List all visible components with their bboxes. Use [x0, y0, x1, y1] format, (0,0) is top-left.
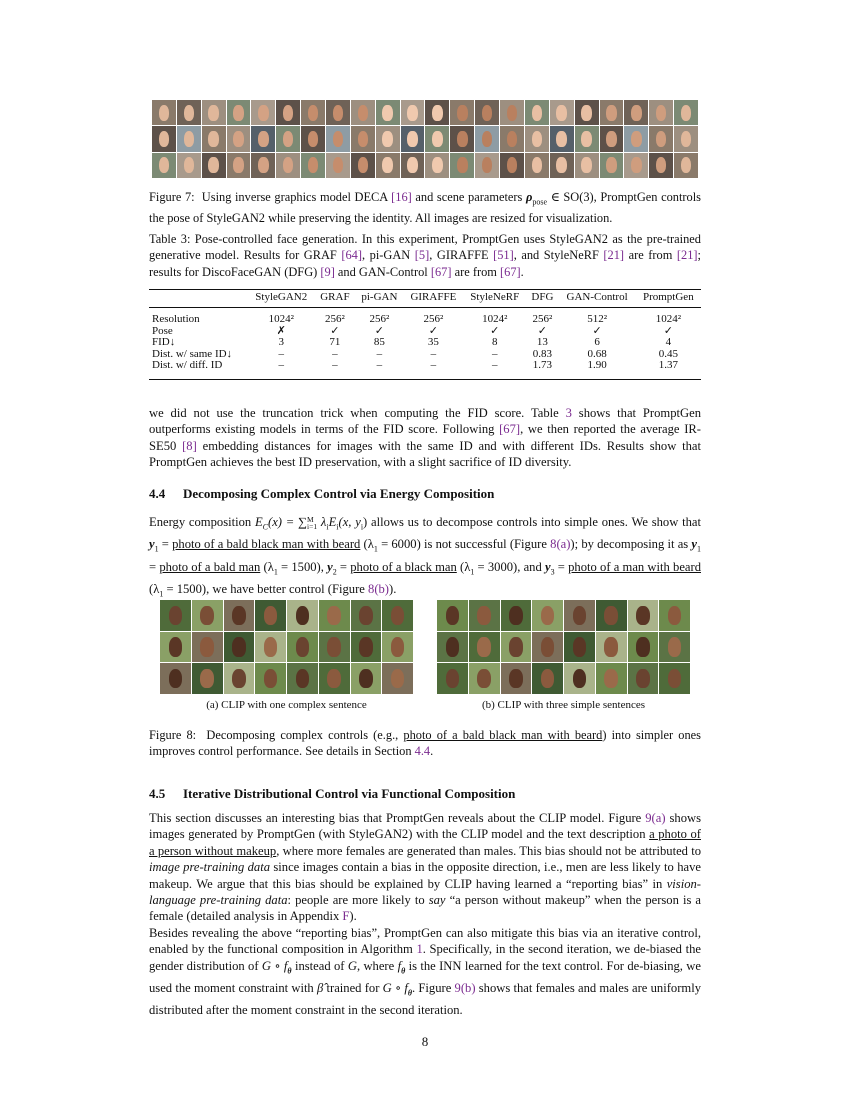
table-cell: – — [492, 347, 498, 360]
face-image — [596, 600, 627, 631]
table-cell: 0.68 — [587, 347, 607, 360]
figure-8-caption: Figure 8: Decomposing complex controls (e.g., photo of a bald black man with beard) into simpler ones improves control performance. See details in Section 4.4. — [149, 728, 701, 758]
face-image — [475, 100, 499, 125]
figure-8b-image-grid — [437, 600, 690, 694]
face-image — [550, 100, 574, 125]
column-header: DFG — [526, 290, 558, 308]
appendix-ref-link[interactable]: F — [342, 909, 350, 924]
table-cell: 4 — [665, 336, 672, 349]
face-image — [351, 100, 375, 125]
column-header — [149, 290, 248, 308]
face-image — [469, 632, 500, 663]
face-image — [500, 100, 524, 125]
face-image — [326, 100, 350, 125]
face-image — [301, 126, 325, 151]
column-header: StyleNeRF — [463, 290, 526, 308]
column-header: StyleGAN2 — [248, 290, 315, 308]
face-image — [425, 100, 449, 125]
algorithm-ref-link[interactable]: 1 — [416, 942, 423, 957]
face-image — [152, 100, 176, 125]
face-image — [326, 126, 350, 151]
face-image — [301, 153, 325, 178]
table-row — [149, 326, 701, 337]
table-cell: 256² — [532, 313, 553, 326]
face-image — [501, 632, 532, 663]
face-image — [564, 600, 595, 631]
face-image — [600, 126, 624, 151]
table-cell: 0.45 — [658, 347, 678, 360]
face-image — [192, 663, 223, 694]
face-image — [649, 100, 673, 125]
face-image — [674, 153, 698, 178]
face-image — [628, 632, 659, 663]
table-cell: 1024² — [268, 313, 294, 326]
face-image — [550, 153, 574, 178]
figure-ref-link[interactable]: 8(b) — [368, 581, 389, 596]
face-image — [628, 600, 659, 631]
face-image — [255, 663, 286, 694]
face-image — [351, 153, 375, 178]
citation-link[interactable]: [5] — [414, 248, 430, 263]
figure-7-pose-image-grid — [152, 100, 698, 178]
face-image — [152, 153, 176, 178]
column-header: GAN-Control — [559, 290, 636, 308]
table-cell: – — [278, 359, 284, 372]
table-cell: 3 — [278, 336, 284, 349]
face-image — [649, 126, 673, 151]
face-image — [501, 663, 532, 694]
table-cell: 1.90 — [587, 359, 607, 372]
table-cell: 0.83 — [532, 347, 553, 360]
face-image — [550, 126, 574, 151]
paragraph-reporting-bias: This section discusses an interesting bias that PromptGen reveals about the CLIP model. Figure 9(a) shows images generated by PromptGen (with StyleGAN2) with the CLIP model and the text description a photo of a person without makeup, where more females are generated than males. This bias should not be attributed to image pre-training data since images contain a bias in the opposite direction, i.e., men are less likely to have makeup. We argue that this bias should be explained by CLIP having learned a “reporting bias” in vision-language pre-training data: people are more likely to say “a person without makeup” when the person is a female (detailed analysis in Appendix F). — [149, 811, 702, 924]
face-image — [475, 153, 499, 178]
face-image — [401, 153, 425, 178]
citation-link[interactable]: [16] — [391, 190, 412, 204]
face-image — [450, 100, 474, 125]
face-image — [501, 600, 532, 631]
face-image — [276, 126, 300, 151]
face-image — [525, 100, 549, 125]
face-image — [437, 663, 468, 694]
face-image — [251, 126, 275, 151]
figure-8a-subcaption: (a) CLIP with one complex sentence — [206, 699, 367, 711]
face-image — [500, 153, 524, 178]
table-bottom-rule — [149, 379, 701, 380]
table-3-caption: Table 3: Pose-controlled face generation. In this experiment, PromptGen uses StyleGAN2 as the pre-trained generative model. Results for GRAF [64], pi-GAN [5], GIRAFFE [51], and StyleNeRF [21] are from [21]; results for DiscoFaceGAN (DFG) [9] and GAN-Control [67] are from [67]. — [149, 232, 701, 279]
face-image — [628, 663, 659, 694]
face-image — [575, 126, 599, 151]
table-row — [149, 360, 701, 371]
column-header: pi-GAN — [355, 290, 403, 308]
table-cell: 1024² — [655, 313, 681, 326]
table-cell: 1.73 — [532, 359, 553, 372]
face-image — [227, 126, 251, 151]
face-image — [425, 153, 449, 178]
table-cell: 512² — [587, 313, 607, 326]
face-image — [532, 632, 563, 663]
row-label: Dist. w/ same ID↓ — [152, 347, 233, 360]
face-image — [160, 600, 191, 631]
table-row — [149, 349, 701, 360]
table-cell: 13 — [536, 336, 548, 349]
column-header: PromptGen — [636, 290, 701, 308]
face-image — [177, 100, 201, 125]
face-image — [469, 663, 500, 694]
table-cell: – — [430, 347, 437, 360]
face-image — [160, 632, 191, 663]
table-ref-link[interactable]: 3 — [565, 406, 572, 420]
face-image — [659, 663, 690, 694]
face-image — [437, 600, 468, 631]
citation-link[interactable]: [21] — [676, 248, 698, 263]
table-row — [149, 308, 701, 326]
face-image — [525, 126, 549, 151]
citation-link[interactable]: [8] — [182, 438, 197, 453]
table-cell: 6 — [594, 336, 600, 349]
face-image — [475, 126, 499, 151]
table-cell: – — [332, 347, 338, 360]
face-image — [600, 100, 624, 125]
face-image — [525, 153, 549, 178]
table-cell: ✓ — [592, 324, 602, 337]
table-cell: ✓ — [537, 324, 548, 337]
table-cell: – — [492, 359, 498, 372]
table-3-results — [149, 290, 701, 371]
table-cell: ✓ — [330, 324, 340, 337]
face-image — [202, 100, 226, 125]
page-number: 8 — [421, 1034, 429, 1049]
face-image — [376, 100, 400, 125]
column-header: GIRAFFE — [404, 290, 464, 308]
face-image — [351, 632, 382, 663]
face-image — [192, 600, 223, 631]
face-image — [659, 632, 690, 663]
figure-7-caption: Figure 7: Using inverse graphics model DECA [16] and scene parameters $\rho_{pose}$ ∈ SO(3), PromptGen controls the pose of StyleGAN2 while preserving the identity. All images are resized for visualization. — [149, 190, 702, 226]
section-heading-4-5: 4.5 Iterative Distributional Control via Functional Composition — [149, 786, 516, 801]
table-cell: – — [278, 347, 284, 360]
face-image — [469, 600, 500, 631]
face-image — [224, 600, 255, 631]
paragraph-fid-results: we did not use the truncation trick when computing the FID score. Table 3 shows that PromptGen outperforms existing models in terms of the FID score. Following [67], we then reported the average IR-SE50 [8] embedding distances for images with the same ID and with different IDs. Results show that PromptGen achieves the best ID preservation, with a slight sacrifice of ID diversity. — [149, 406, 701, 470]
face-image — [202, 126, 226, 151]
face-image — [564, 632, 595, 663]
table-cell: 71 — [329, 336, 341, 349]
figure-ref-link[interactable]: 9(b) — [454, 980, 476, 995]
table-cell: ✓ — [490, 324, 500, 337]
table-cell: ✓ — [663, 324, 673, 337]
face-image — [575, 153, 599, 178]
face-image — [450, 126, 474, 151]
citation-link[interactable]: [67] — [430, 264, 452, 279]
face-image — [564, 663, 595, 694]
face-image — [177, 153, 201, 178]
face-image — [224, 663, 255, 694]
face-image — [450, 153, 474, 178]
face-image — [301, 100, 325, 125]
table-cell: 8 — [492, 336, 498, 349]
face-image — [287, 632, 318, 663]
face-image — [425, 126, 449, 151]
citation-link[interactable]: [21] — [603, 248, 625, 263]
face-image — [600, 153, 624, 178]
face-image — [649, 153, 673, 178]
face-image — [401, 100, 425, 125]
row-label: Pose — [152, 324, 173, 337]
table-cell: ✗ — [276, 324, 286, 337]
face-image — [319, 600, 350, 631]
table-cell: 256² — [369, 313, 390, 326]
face-image — [351, 600, 382, 631]
face-image — [227, 153, 251, 178]
table-cell: – — [376, 359, 383, 372]
table-cell: ✓ — [374, 324, 384, 337]
face-image — [674, 126, 698, 151]
section-heading-4-4: 4.4 Decomposing Complex Control via Energy Composition — [149, 486, 495, 501]
citation-link[interactable]: [64] — [341, 248, 362, 263]
paragraph-energy-composition: Energy composition $E_C(x)$ = ∑ M i=1 $\lambda_iE_i(x$, $y_i$) allows us to decompose controls into simple ones. We show that $y_1$ = photo of a bald black man with beard $(\lambda_1 = 6000)$ is not successful (Figure 8(a)); by decomposing it as $y_1$ = photo of a bald man $(\lambda_1 = 1500)$, $y_2$ = photo of a black man $(\lambda_1 = 3000)$, and $y_3$ = photo of a man with beard $(\lambda_1 = 1500)$, we have better control (Figure 8(b)). — [149, 515, 701, 599]
face-image — [319, 663, 350, 694]
face-image — [224, 632, 255, 663]
face-image — [532, 663, 563, 694]
table-header-row — [149, 290, 701, 308]
face-image — [437, 632, 468, 663]
face-image — [255, 632, 286, 663]
face-image — [401, 126, 425, 151]
face-image — [152, 126, 176, 151]
table-row — [149, 337, 701, 348]
face-image — [376, 153, 400, 178]
face-image — [255, 600, 286, 631]
face-image — [251, 100, 275, 125]
face-image — [276, 153, 300, 178]
face-image — [624, 126, 648, 151]
face-image — [382, 632, 413, 663]
face-image — [575, 100, 599, 125]
section-ref-link[interactable]: 4.4 — [414, 744, 431, 758]
row-label: FID↓ — [152, 336, 176, 349]
row-label: Resolution — [152, 313, 200, 326]
face-image — [319, 632, 350, 663]
face-image — [227, 100, 251, 125]
face-image — [500, 126, 524, 151]
table-cell: 256² — [423, 313, 444, 326]
face-image — [382, 663, 413, 694]
row-label: Dist. w/ diff. ID — [152, 359, 223, 372]
table-cell: – — [376, 347, 383, 360]
face-image — [596, 663, 627, 694]
table-cell: – — [332, 359, 338, 372]
face-image — [674, 100, 698, 125]
face-image — [376, 126, 400, 151]
face-image — [624, 100, 648, 125]
citation-link[interactable]: [67] — [499, 422, 521, 437]
face-image — [382, 600, 413, 631]
table-cell: 256² — [324, 313, 345, 326]
face-image — [160, 663, 191, 694]
face-image — [287, 600, 318, 631]
face-image — [251, 153, 275, 178]
face-image — [276, 100, 300, 125]
figure-label: Figure 7: — [149, 190, 195, 204]
column-header: GRAF — [315, 290, 356, 308]
face-image — [532, 600, 563, 631]
face-image — [202, 153, 226, 178]
face-image — [624, 153, 648, 178]
table-cell: 1.37 — [658, 359, 678, 372]
figure-8b-subcaption: (b) CLIP with three simple sentences — [481, 699, 646, 711]
table-cell: 35 — [427, 336, 439, 349]
citation-link[interactable]: [51] — [493, 248, 514, 263]
table-cell: 85 — [373, 336, 385, 349]
face-image — [287, 663, 318, 694]
face-image — [192, 632, 223, 663]
face-image — [351, 126, 375, 151]
face-image — [177, 126, 201, 151]
figure-ref-link[interactable]: 8(a) — [550, 537, 571, 552]
citation-link[interactable]: [67] — [500, 264, 521, 279]
face-image — [351, 663, 382, 694]
paragraph-iterative-control: Besides revealing the above “reporting bias”, PromptGen can also mitigate this bias via an iterative control, enabled by the functional composition in Algorithm 1. Specifically, in the second iteration, we de-biased the gender distribution of G ∘ $f_\theta$ instead of G, where $f_\theta$ is the INN learned for the text control. For de-biasing, we used the moment constraint with β̂ trained for G ∘ $f_\theta$. Figure 9(b) shows that females and males are uniformly distributed after the moment constraint in the second iteration. — [149, 926, 701, 1017]
figure-8a-image-grid — [160, 600, 413, 694]
table-cell: 1024² — [482, 313, 508, 326]
citation-link[interactable]: [9] — [320, 264, 335, 279]
face-image — [326, 153, 350, 178]
face-image — [659, 600, 690, 631]
face-image — [596, 632, 627, 663]
table-cell: ✓ — [428, 324, 438, 337]
figure-ref-link[interactable]: 9(a) — [645, 811, 666, 825]
table-cell: – — [430, 359, 437, 372]
